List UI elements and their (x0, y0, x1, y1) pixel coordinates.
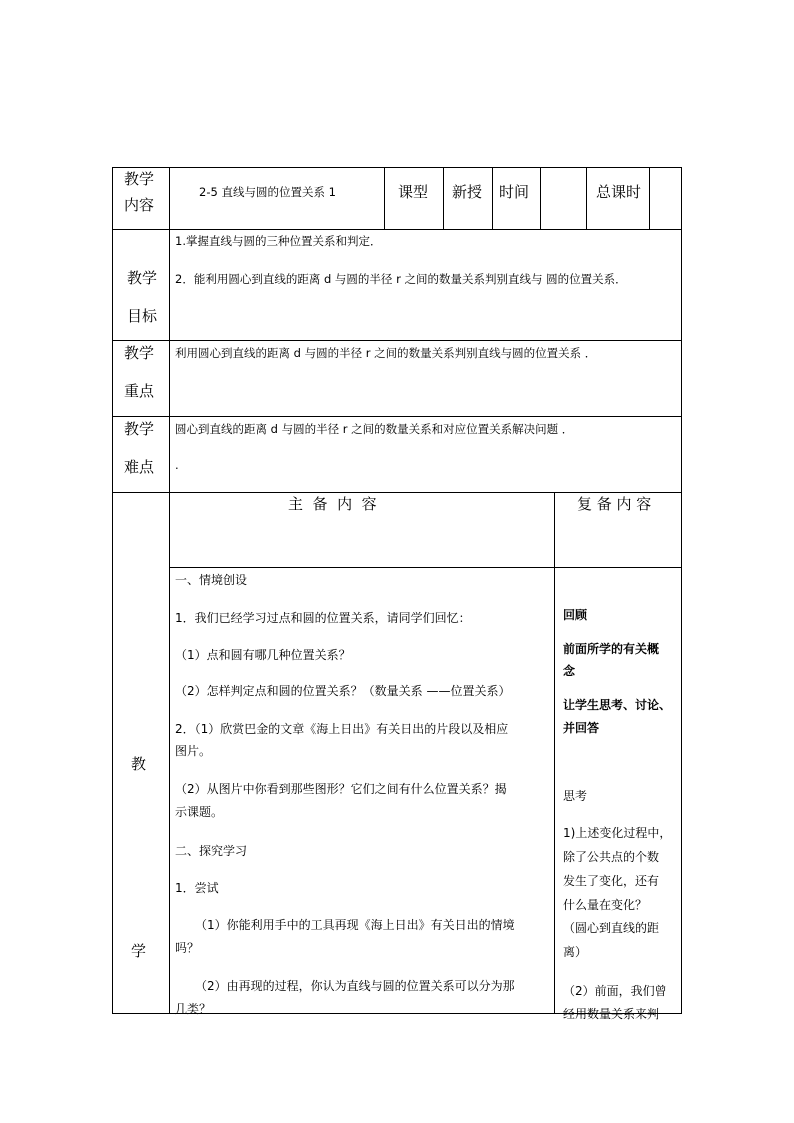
main-line-3: （1）点和圆有哪几种位置关系？ (175, 648, 351, 662)
review-line-10: 什么量在变化？ (563, 898, 648, 912)
lesson-type-value: 新授 (452, 183, 483, 201)
review-line-7: 1)上述变化过程中， (563, 826, 672, 840)
goal-item-1: 1.掌握直线与圆的三种位置关系和判定． (175, 234, 382, 248)
lesson-type-label: 课型 (398, 183, 429, 201)
header-divider-c (492, 167, 493, 229)
main-line-4: （2）怎样判定点和圆的位置关系？（数量关系 ——位置关系） (175, 684, 511, 698)
row-divider-1 (112, 229, 682, 230)
time-label: 时间 (499, 183, 530, 201)
header-divider-d (540, 167, 541, 229)
review-line-2: 前面所学的有关概 (563, 642, 660, 656)
main-line-14: 几类？ (175, 1002, 212, 1016)
review-line-11: （圆心到直线的距 (563, 921, 660, 935)
header-divider-e (586, 167, 587, 229)
main-line-1: 一、情境创设 (175, 573, 248, 587)
main-line-5: 2．（1）欣赏巴金的文章《海上日出》有关日出的片段以及相应 (175, 722, 509, 736)
main-line-7: （2）从图片中你看到那些图形？它们之间有什么位置关系？揭 (175, 782, 507, 796)
key-point-text: 利用圆心到直线的距离 d 与圆的半径 r 之间的数量关系判别直线与圆的位置关系 ． (175, 346, 597, 360)
main-content-header: 主 备 内 容 (288, 495, 377, 513)
review-line-12: 离） (563, 945, 588, 959)
main-content-cell (170, 568, 554, 1016)
header-divider-f (649, 167, 650, 229)
review-line-6: 思考 (563, 789, 588, 803)
main-line-10: 1．尝试 (175, 881, 219, 895)
main-line-8: 示课题。 (175, 805, 224, 819)
difficulty-text: 圆心到直线的距离 d 与圆的半径 r 之间的数量关系和对应位置关系解决问题 ． (175, 422, 574, 436)
main-line-9: 二、探究学习 (175, 844, 248, 858)
row-divider-3 (112, 416, 682, 417)
key-label-line1: 教学 (124, 344, 155, 362)
table-border-left (112, 167, 113, 1014)
review-line-3: 念 (563, 664, 576, 678)
row-divider-4 (112, 492, 682, 493)
content-label-line2: 内容 (124, 196, 155, 214)
main-line-12: 吗？ (175, 941, 200, 955)
review-line-8: 除了公共点的个数 (563, 850, 660, 864)
main-line-13: （2）由再现的过程，你认为直线与圆的位置关系可以分为那 (195, 979, 515, 993)
difficulty-label-line2: 难点 (124, 458, 155, 476)
review-line-14: 经用数量关系来判 (563, 1007, 660, 1021)
review-content-header: 复 备 内 容 (577, 495, 652, 513)
key-label-line2: 重点 (124, 382, 155, 400)
goals-label-line2: 目标 (127, 307, 158, 325)
table-border-top (112, 167, 682, 168)
review-line-4: 让学生思考、讨论、 (563, 698, 672, 712)
table-border-right (681, 167, 682, 1014)
content-label-line1: 教学 (124, 170, 155, 188)
goal-item-2: 2．能利用圆心到直线的距离 d 与圆的半径 r 之间的数量关系判别直线与 圆的位置关系． (175, 272, 627, 286)
goals-label-line1: 教学 (127, 269, 158, 287)
main-line-11: （1）你能利用手中的工具再现《海上日出》有关日出的情境 (195, 918, 515, 932)
total-periods-label: 总课时 (596, 183, 642, 201)
review-content-cell (555, 568, 681, 1021)
header-divider-a (384, 167, 385, 229)
main-line-6: 图片。 (175, 744, 212, 758)
process-label-line2: 学 (131, 942, 147, 960)
difficulty-label-line1: 教学 (124, 420, 155, 438)
review-line-5: 并回答 (563, 721, 600, 735)
difficulty-text-2: . (175, 458, 179, 472)
review-line-9: 发生了变化，还有 (563, 874, 660, 888)
main-line-2: 1．我们已经学习过点和圆的位置关系，请同学们回忆： (175, 611, 471, 625)
lesson-title: 2-5 直线与圆的位置关系 1 (199, 185, 336, 199)
header-divider-b (443, 167, 444, 229)
process-label-line1: 教 (131, 755, 147, 773)
row-divider-2 (112, 340, 682, 341)
review-line-13: （2）前面，我们曾 (563, 984, 667, 998)
review-line-1: 回顾 (563, 608, 588, 622)
